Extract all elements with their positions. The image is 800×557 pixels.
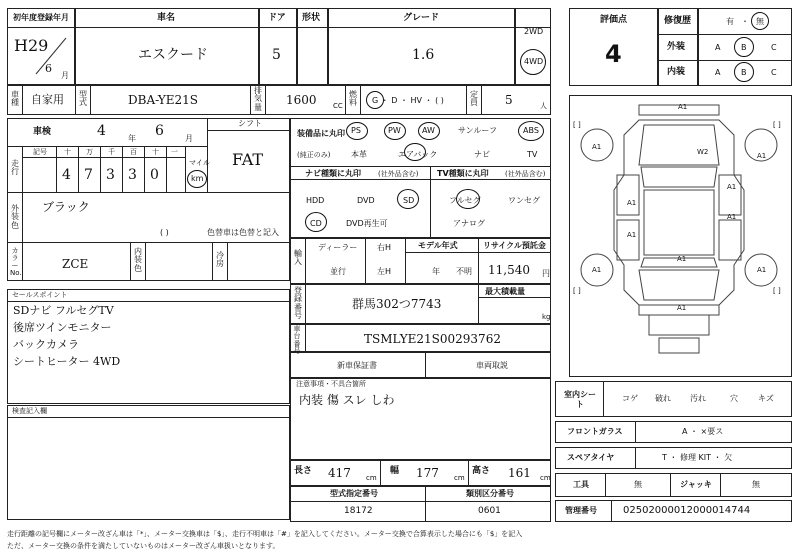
repair-label: 修復歴	[664, 16, 692, 26]
tools-value: 無	[634, 480, 642, 489]
color-code: ZCE	[62, 257, 89, 271]
mileage-digit-4: 3	[128, 167, 137, 183]
width-unit: cm	[454, 474, 465, 482]
equip-ps: PS	[351, 126, 361, 135]
management-label: 管理番号	[565, 506, 597, 515]
class-number-value: 0601	[478, 506, 501, 516]
height-unit: cm	[540, 474, 551, 482]
recycle-value: 11,540	[488, 263, 530, 277]
height-label: 高さ	[472, 466, 491, 476]
mileage-header-1: 十	[64, 148, 71, 156]
model-label: 型式	[79, 90, 87, 108]
equip-aw: AW	[422, 126, 435, 135]
drive-2wd: 2WD	[524, 27, 544, 36]
inspection-label: 車検	[33, 127, 52, 137]
footer-line-1: 走行距離の記号欄にメーター改ざん車は「*」、メーター交換車は「$」、走行不明車は「#」を記入してください。メーター交換で合算表示した場合にも「$」を記入	[7, 530, 523, 538]
interior-color-label: 内装色	[134, 247, 142, 273]
diag-mark-3: A1	[757, 152, 767, 160]
import-left-h: 左H	[377, 267, 392, 276]
mileage-header-2: 万	[86, 148, 93, 156]
type-number-value: 18172	[344, 506, 373, 516]
int-grade-a: A	[715, 68, 721, 77]
repair-yes: 有	[726, 17, 734, 26]
diag-mark-9: A1	[592, 266, 602, 274]
equipment-sub: (純正のみ)	[297, 151, 331, 159]
seat-label: 室内シート	[564, 390, 596, 410]
height: 161	[508, 466, 531, 480]
diag-mark-4: A1	[727, 183, 737, 191]
selling-point-2: 後席ツインモニター	[13, 321, 112, 334]
int-grade-c: C	[771, 68, 777, 77]
mileage-label: 走行	[11, 159, 19, 177]
jack-label: ジャッキ	[680, 480, 712, 489]
jack-value: 無	[752, 480, 760, 489]
score: 4	[605, 40, 622, 68]
max-load-unit: kg	[542, 313, 551, 321]
diag-bracket-0: [ ]	[573, 121, 581, 129]
inspector-label: 検査記入欄	[12, 407, 47, 415]
model-year-label: モデル年式	[418, 241, 458, 250]
navi-hdd: HDD	[306, 196, 325, 205]
diag-mark-6: A1	[727, 213, 737, 221]
diag-mark-8: A1	[677, 255, 687, 263]
equip-leather: 本革	[351, 150, 367, 159]
diag-bracket-2: [ ]	[573, 287, 581, 295]
doors-label: ドア	[268, 13, 286, 23]
navi-header: ナビ種類に丸印	[305, 169, 361, 178]
selling-point-3: バックカメラ	[13, 338, 79, 351]
diag-mark-1: A1	[592, 143, 602, 151]
mileage-header-3: 千	[108, 148, 115, 156]
car-name-label: 車名	[157, 13, 176, 23]
exterior-color-note-paren: ( )	[160, 228, 169, 237]
navi-dvd-play: DVD再生可	[346, 219, 388, 228]
notes-block	[290, 378, 551, 460]
warranty-label: 新車保証書	[337, 361, 377, 370]
model-year-value: 不明	[456, 267, 472, 276]
mileage-header-6: 一	[171, 148, 178, 156]
equipment-label: 装備品に丸印	[297, 129, 345, 138]
ext-grade-b: B	[741, 43, 747, 52]
equip-airbag: エアバック	[398, 150, 438, 159]
usage: 自家用	[31, 93, 64, 106]
mileage-unit: km	[191, 174, 204, 183]
windshield-options: A ・ ×要ス	[682, 427, 724, 436]
shift: FAT	[232, 150, 264, 169]
seat-option-4: キズ	[758, 394, 774, 403]
chassis-value: TSMLYE21S00293762	[364, 332, 501, 346]
class-number-label: 類別区分番号	[466, 489, 514, 498]
length-unit: cm	[366, 474, 377, 482]
selling-points-label: セールスポイント	[12, 291, 68, 299]
notes-value: 内装 傷 スレ しわ	[299, 393, 395, 407]
fuel-options: G ・ D ・ HV ・ ( )	[372, 96, 444, 105]
grade-label: グレード	[403, 13, 440, 23]
vehicle-diagram	[569, 95, 792, 377]
width: 177	[416, 466, 439, 480]
notes-label: 注意事項・不具合箇所	[296, 380, 366, 388]
equip-navi: ナビ	[474, 150, 490, 159]
int-grade-b: B	[741, 68, 747, 77]
tv-oneseg: ワンセグ	[508, 196, 540, 205]
displacement-unit: CC	[333, 102, 343, 110]
seat-option-2: 汚れ	[690, 394, 706, 403]
first-reg-year: H29	[14, 36, 49, 55]
capacity-label: 定員	[470, 90, 478, 108]
first-reg-label: 初年度登録年月	[13, 13, 69, 22]
capacity: 5	[505, 93, 513, 107]
displacement-label: 排気量	[254, 86, 262, 112]
drive-4wd: 4WD	[524, 57, 544, 66]
tv-analog: アナログ	[453, 219, 485, 228]
mileage-digit-3: 3	[106, 167, 115, 183]
width-label: 幅	[390, 466, 400, 476]
shape-label: 形状	[302, 13, 321, 23]
ext-grade-a: A	[715, 43, 721, 52]
car-name: エスクード	[138, 47, 208, 63]
tv-fullseg: フルセグ	[449, 196, 481, 205]
mileage-digit-1: 4	[62, 167, 71, 183]
first-reg-month-unit: 月	[61, 71, 69, 80]
first-reg-month: 6	[45, 62, 52, 75]
navi-cd: CD	[310, 219, 322, 228]
selling-point-4: シートヒーター 4WD	[13, 355, 121, 368]
equip-abs: ABS	[523, 126, 539, 135]
diag-mark-11: A1	[677, 304, 687, 312]
mileage-digit-5: 0	[150, 167, 159, 183]
footer-line-2: ただ、メーター交換の条件を満たしていないものはメーター改ざん車扱いとなります。	[7, 542, 280, 550]
inspection-year-unit: 年	[128, 134, 136, 143]
diag-mark-5: A1	[627, 199, 637, 207]
mileage-header-5: 十	[152, 148, 159, 156]
diag-mark-10: A1	[757, 266, 767, 274]
model-year-unit: 年	[432, 267, 440, 276]
mileage-digit-2: 7	[84, 167, 93, 183]
model: DBA-YE21S	[128, 93, 199, 107]
inspection-year: 4	[97, 123, 106, 139]
seat-option-3: 穴	[730, 394, 738, 403]
import-parallel: 並行	[330, 267, 346, 276]
seat-option-0: コゲ	[622, 394, 638, 403]
import-dealer: ディーラー	[318, 243, 358, 252]
equip-tv: TV	[527, 150, 538, 159]
repair-sep: ・	[741, 17, 749, 26]
navi-sub: (社外品含む)	[378, 170, 419, 178]
navi-sd: SD	[403, 196, 415, 205]
displacement: 1600	[286, 93, 317, 107]
seat-option-1: 破れ	[655, 394, 671, 403]
ext-grade-c: C	[771, 43, 777, 52]
grade: 1.6	[412, 47, 435, 63]
windshield-label: フロントガラス	[567, 427, 623, 436]
repair-no: 無	[756, 17, 764, 26]
fuel-label: 燃料	[349, 90, 357, 108]
management-value: 02502000012000014744	[623, 505, 751, 516]
diag-bracket-3: [ ]	[773, 287, 781, 295]
shift-label: シフト	[238, 119, 262, 128]
equip-pw: PW	[388, 126, 401, 135]
exterior-color: ブラック	[42, 200, 90, 214]
equip-sunroof: サンルーフ	[458, 126, 497, 135]
diag-mark-2: W2	[697, 148, 709, 156]
navi-dvd: DVD	[357, 196, 375, 205]
import-right-h: 右H	[377, 243, 392, 252]
recycle-unit: 円	[542, 269, 550, 278]
import-label: 輸入	[294, 249, 302, 267]
length-label: 長さ	[294, 466, 313, 476]
mileage-header-0: 記号	[33, 148, 47, 156]
spare-tire-label: スペアタイヤ	[567, 453, 615, 462]
exterior-color-note: 色替車は色替と記入	[207, 228, 279, 237]
tv-header: TV種類に丸印	[437, 169, 489, 178]
spare-tire-options: T ・ 修理 KIT ・ 欠	[662, 453, 733, 462]
fridge-label: 冷房	[216, 251, 224, 269]
registration-value: 群馬302つ7743	[352, 297, 442, 311]
usage-label: 車種	[11, 90, 19, 108]
warranty-manual: 車両取説	[476, 361, 508, 370]
diag-mark-7: A1	[627, 231, 637, 239]
registration-label: 登録番号	[294, 286, 302, 321]
inspector-block	[7, 405, 290, 520]
mileage-unit-label: マイル	[189, 159, 210, 167]
max-load-label: 最大積載量	[485, 287, 525, 296]
recycle-label: リサイクル預託金	[483, 241, 546, 250]
inspection-month-unit: 月	[185, 134, 193, 143]
type-number-label: 型式指定番号	[330, 489, 378, 498]
score-label: 評価点	[600, 15, 628, 25]
warranty-block	[290, 352, 551, 378]
selling-point-1: SDナビ フルセグTV	[13, 304, 114, 317]
diag-mark-0: A1	[678, 103, 688, 111]
tv-sub: (社外品含む)	[505, 170, 546, 178]
inspection-month: 6	[155, 123, 164, 139]
capacity-unit: 人	[540, 102, 547, 110]
chassis-label: 車台番号	[293, 325, 301, 356]
color-code-label: カラーNo.	[10, 247, 22, 278]
mileage-header-4: 百	[130, 148, 137, 156]
doors: 5	[272, 47, 281, 63]
length: 417	[328, 466, 351, 480]
interior-label: 内装	[667, 67, 686, 77]
tools-label: 工具	[573, 480, 589, 489]
exterior-label: 外装	[667, 42, 686, 52]
diag-bracket-1: [ ]	[773, 121, 781, 129]
exterior-color-label: 外装色	[11, 204, 19, 230]
